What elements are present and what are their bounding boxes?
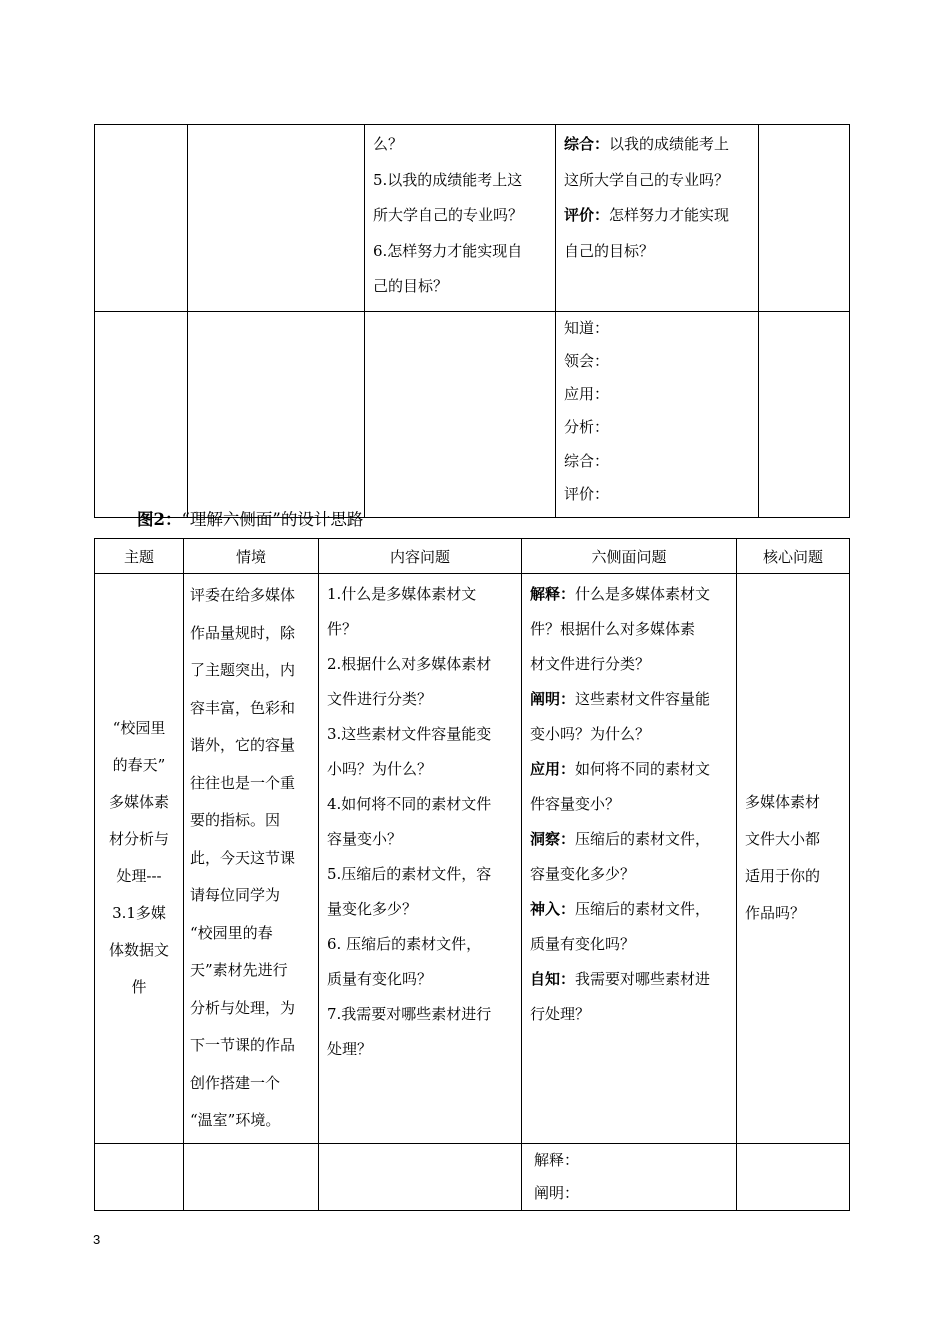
facet-line [564, 198, 750, 234]
content-line: 5.以我的成绩能考上这 [373, 170, 523, 189]
facet-text: 变小吗？为什么？ [530, 725, 651, 743]
facet-text: 质量有变化吗？ [530, 935, 636, 953]
context-line: 分析与处理，为 [190, 998, 296, 1017]
content-question-line: 7.我需要对哪些素材进行 [327, 1005, 492, 1023]
content-question-line: 1.什么是多媒体素材文 [327, 585, 477, 603]
six-facets-cell [522, 574, 737, 1144]
theme-cell [95, 574, 184, 1144]
theme-line: 的春天” [112, 756, 166, 775]
facet-prompt: 阐明： [534, 1183, 580, 1202]
context-line: 往往也是一个重 [190, 773, 296, 792]
facet-text: 这些素材文件容量能 [575, 690, 711, 708]
upper-core-cell [759, 125, 850, 312]
upper-content-cell [365, 311, 556, 518]
core-question-line: 作品吗？ [745, 904, 806, 923]
facet-text: 件容量变小？ [530, 795, 621, 813]
facet-line [564, 234, 750, 270]
upper-theme-cell [95, 125, 188, 312]
content-question-line: 量变化多少？ [327, 900, 418, 918]
facet-line [530, 962, 728, 997]
context-cell [184, 1143, 319, 1210]
theme-line: 件 [131, 978, 147, 997]
facet-label: 评价： [564, 206, 610, 224]
content-questions-cell [319, 574, 522, 1144]
upper-theme-cell [95, 311, 188, 518]
facet-text: 压缩后的素材文件， [575, 900, 711, 918]
facet-prompt: 评价： [564, 484, 610, 503]
facet-text: 自己的目标？ [564, 241, 655, 260]
upper-content-cell [365, 125, 556, 312]
core-question-line: 文件大小都 [745, 830, 821, 849]
facet-prompt: 领会： [564, 351, 610, 370]
content-line: 己的目标？ [373, 277, 449, 295]
context-text [184, 574, 318, 1143]
context-line: 天”素材先进行 [190, 961, 288, 979]
facet-prompt: 知道： [564, 318, 610, 337]
theme-line: 3.1多媒 [112, 904, 166, 923]
header-content-questions: 内容问题 [319, 539, 522, 574]
context-cell [184, 574, 319, 1144]
figure-title: “理解六侧面”的设计思路 [181, 510, 364, 529]
facet-line [530, 997, 728, 1032]
theme-line: 处理--- [116, 867, 162, 886]
content-question-line: 文件进行分类？ [327, 690, 433, 708]
context-line: 请每位同学为 [190, 886, 281, 904]
upper-table-row-1 [95, 125, 850, 312]
facet-label: 解释： [530, 585, 576, 603]
facet-text: 行处理？ [530, 1005, 591, 1023]
content-question-line: 6. 压缩后的素材文件， [327, 935, 482, 953]
core-question-line: 多媒体素材 [745, 793, 821, 812]
content-line: 么？ [373, 135, 404, 153]
facet-line [564, 127, 750, 163]
facet-text: 以我的成绩能考上 [609, 135, 730, 153]
context-line: 此，今天这节课 [190, 848, 296, 867]
facet-prompt: 解释： [534, 1150, 580, 1169]
facet-text: 材文件进行分类？ [530, 655, 651, 673]
theme-text [95, 710, 183, 1006]
facet-label: 阐明： [530, 690, 576, 708]
content-question-line: 小吗？为什么？ [327, 760, 433, 778]
six-facets-list [522, 574, 736, 1035]
page-number: 3 [93, 1232, 101, 1247]
core-question-text [737, 784, 849, 932]
theme-line: 多媒体素 [108, 793, 169, 812]
content-question-line: 2.根据什么对多媒体素材 [327, 655, 492, 673]
facet-line [530, 647, 728, 682]
facet-text: 容量变化多少？ [530, 865, 636, 883]
figure-caption [137, 506, 363, 530]
content-question-line: 4.如何将不同的素材文件 [327, 795, 492, 813]
core-question-cell [737, 574, 850, 1144]
facet-text: 怎样努力才能实现 [609, 206, 730, 224]
six-facets-cell [522, 1143, 737, 1210]
header-context: 情境 [184, 539, 319, 574]
facet-text: 压缩后的素材文件， [575, 830, 711, 848]
theme-line: 材分析与 [108, 830, 169, 849]
content-question-line: 质量有变化吗？ [327, 970, 433, 988]
facet-label: 洞察： [530, 830, 576, 848]
facet-line [564, 163, 750, 199]
facet-text: 这所大学自己的专业吗？ [564, 170, 730, 189]
core-question-line: 适用于你的 [745, 867, 821, 886]
design-table-header [95, 539, 850, 574]
content-questions-list [319, 574, 521, 1070]
content-question-line: 处理？ [327, 1040, 373, 1058]
facet-line [530, 787, 728, 822]
context-line: 要的指标。因 [190, 811, 281, 829]
design-table-row-2 [95, 1143, 850, 1210]
content-question-line: 3.这些素材文件容量能变 [327, 725, 492, 743]
facet-prompt: 综合： [564, 451, 610, 470]
header-six-facets: 六侧面问题 [522, 539, 737, 574]
upper-context-cell [188, 125, 365, 312]
facet-line [530, 682, 728, 717]
context-line: 谐外，它的容量 [190, 736, 296, 754]
facet-line [530, 857, 728, 892]
facet-line [530, 577, 728, 612]
context-line: “校园里的春 [190, 923, 273, 942]
context-line: 作品量规时，除 [190, 623, 296, 642]
facet-text: 件？根据什么对多媒体素 [530, 620, 696, 638]
content-questions-cell [319, 1143, 522, 1210]
content-line: 6.怎样努力才能实现自 [373, 241, 523, 260]
upper-facet-cell [556, 311, 759, 518]
context-line: 下一节课的作品 [190, 1036, 296, 1054]
context-line: 创作搭建一个 [190, 1073, 281, 1092]
facet-prompt: 应用： [564, 385, 610, 404]
design-table [94, 538, 850, 1211]
facet-line [530, 927, 728, 962]
facet-line [530, 717, 728, 752]
theme-line: “校园里 [112, 719, 166, 738]
facet-label: 应用： [530, 760, 576, 778]
facet-line [530, 612, 728, 647]
theme-line: 体数据文 [108, 941, 169, 960]
facet-label: 神入： [530, 900, 576, 918]
upper-facet-template [556, 312, 758, 518]
upper-core-cell [759, 311, 850, 518]
upper-context-cell [188, 311, 365, 518]
design-table-row-1 [95, 574, 850, 1144]
upper-facet-cell [556, 125, 759, 312]
header-core-question: 核心问题 [737, 539, 850, 574]
figure-label: 图2： [137, 510, 182, 529]
content-question-line: 5.压缩后的素材文件，容 [327, 865, 492, 883]
upper-table [94, 124, 850, 518]
upper-table-row-2 [95, 311, 850, 518]
context-line: 评委在给多媒体 [190, 586, 296, 604]
context-line: 容丰富，色彩和 [190, 698, 296, 717]
facet-text: 如何将不同的素材文 [575, 760, 711, 778]
upper-content-list [365, 125, 555, 311]
facet-text: 什么是多媒体素材文 [575, 585, 711, 603]
header-theme: 主题 [95, 539, 184, 574]
core-question-cell [737, 1143, 850, 1210]
content-question-line: 件？ [327, 620, 358, 638]
context-line: 了主题突出，内 [190, 661, 296, 679]
facet-line [530, 752, 728, 787]
context-line: “温室”环境。 [190, 1111, 281, 1129]
six-facets-template [522, 1144, 736, 1210]
upper-facet-list [556, 125, 758, 275]
facet-line [530, 892, 728, 927]
facet-prompt: 分析： [564, 418, 610, 437]
theme-cell [95, 1143, 184, 1210]
content-line: 所大学自己的专业吗？ [373, 206, 524, 224]
facet-label: 自知： [530, 970, 576, 988]
facet-label: 综合： [564, 135, 610, 153]
facet-line [530, 822, 728, 857]
content-question-line: 容量变小？ [327, 830, 403, 848]
facet-text: 我需要对哪些素材进 [575, 970, 711, 988]
